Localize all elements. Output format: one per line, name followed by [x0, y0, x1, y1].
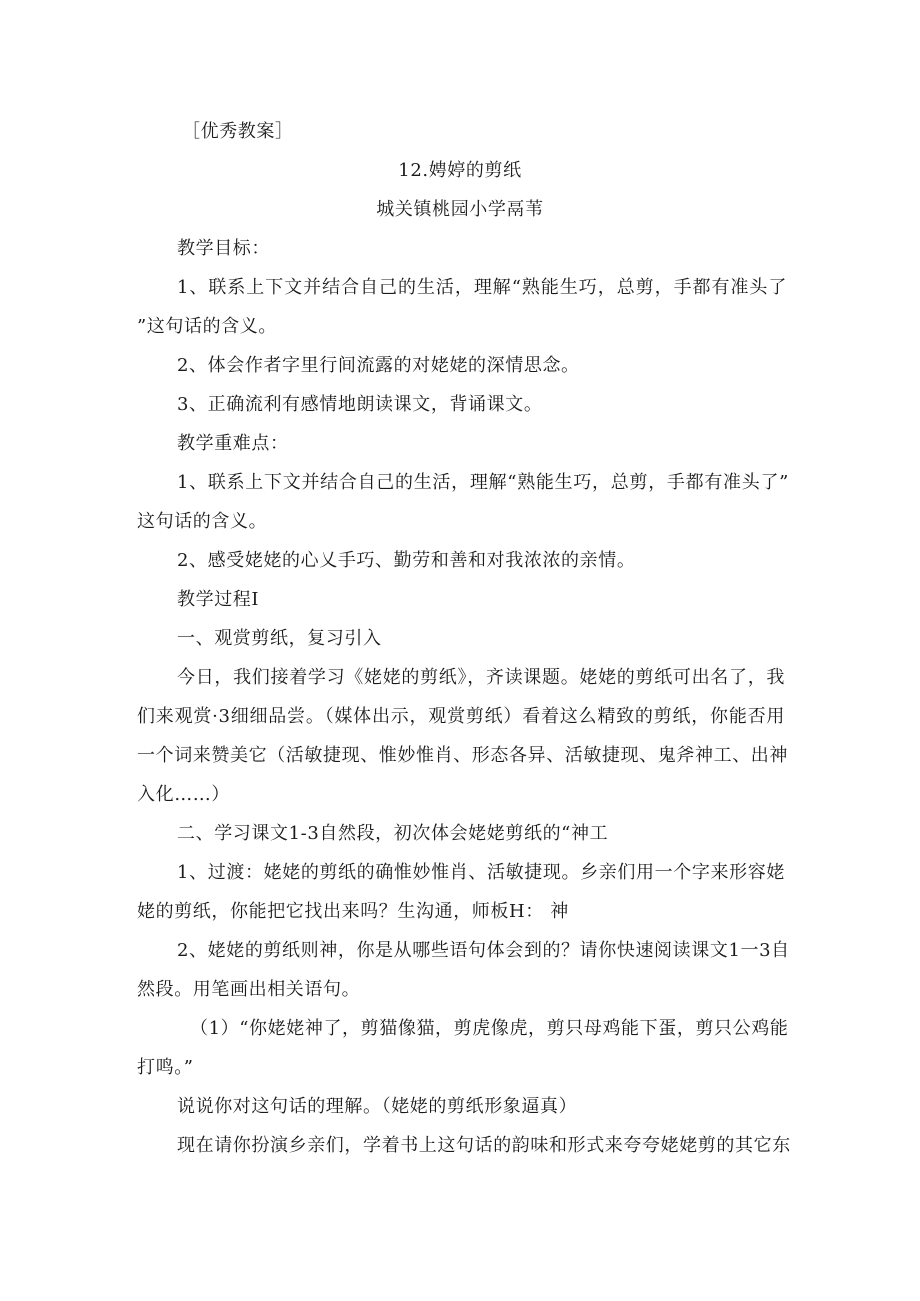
- paragraph-line: 姥的剪纸，你能把它找出来吗？生沟通，师板H： 神: [137, 901, 569, 922]
- section-heading: 二、学习课文1-3自然段，初次体会姥姥剪纸的“神工: [177, 823, 609, 844]
- paragraph-line: 2、感受姥姥的心乂手巧、勤劳和善和对我浓浓的亲情。: [177, 550, 636, 571]
- paragraph-line: 1、联系上下文并结合自己的生活，理解“熟能生巧，总剪，手都有准头了: [177, 277, 787, 298]
- section-heading: 教学过程I: [177, 589, 260, 610]
- paragraph-line: 打鸣。”: [137, 1057, 194, 1078]
- paragraph-line: 2、姥姥的剪纸则神，你是从哪些语句体会到的？请你快速阅读课文1一3自: [177, 940, 790, 961]
- document-author: 城关镇桃园小学鬲苇: [376, 199, 544, 220]
- paragraph-line: ”这句话的含义。: [137, 316, 278, 337]
- document-title: 12.娉婷的剪纸: [398, 160, 522, 181]
- paragraph-line: 一个词来赞美它（活敏捷现、惟妙惟肖、形态各异、活敏捷现、鬼斧神工、出神: [137, 745, 788, 766]
- paragraph-line: 们来观赏·3细细品尝。（媒体出示，观赏剪纸）看着这么精致的剪纸，你能否用: [137, 706, 785, 727]
- paragraph-line: 现在请你扮演乡亲们，学着书上这句话的韵味和形式来夸夸姥姥剪的其它东: [177, 1135, 791, 1156]
- section-heading: 一、观赏剪纸，复习引入: [177, 628, 382, 649]
- section-heading: 教学重难点：: [177, 433, 289, 454]
- section-heading: 教学目标：: [177, 238, 270, 259]
- paragraph-line: 1、过渡：姥姥的剪纸的确惟妙惟肖、活敏捷现。乡亲们用一个字来形容姥: [177, 862, 785, 883]
- paragraph-line: 今日，我们接着学习《姥姥的剪纸》，齐读课题。姥姥的剪纸可出名了，我: [177, 667, 785, 688]
- paragraph-line: 2、体会作者字里行间流露的对姥姥的深情思念。: [177, 355, 580, 376]
- paragraph-line: 说说你对这句话的理解。（姥姥的剪纸形象逼真）: [177, 1096, 578, 1117]
- document-tag: ［优秀教案］: [182, 121, 294, 142]
- paragraph-line: 3、正确流利有感情地朗读课文，背诵课文。: [177, 394, 543, 415]
- paragraph-line: （1）“你姥姥神了，剪猫像猫，剪虎像虎，剪只母鸡能下蛋，剪只公鸡能: [190, 1018, 789, 1039]
- paragraph-line: 这句话的含义。: [137, 511, 268, 532]
- paragraph-line: 然段。用笔画出相关语句。: [137, 979, 361, 1000]
- paragraph-line: 1、联系上下文并结合自己的生活，理解“熟能生巧，总剪，手都有准头了”: [177, 472, 789, 493]
- paragraph-line: 入化……）: [137, 784, 230, 805]
